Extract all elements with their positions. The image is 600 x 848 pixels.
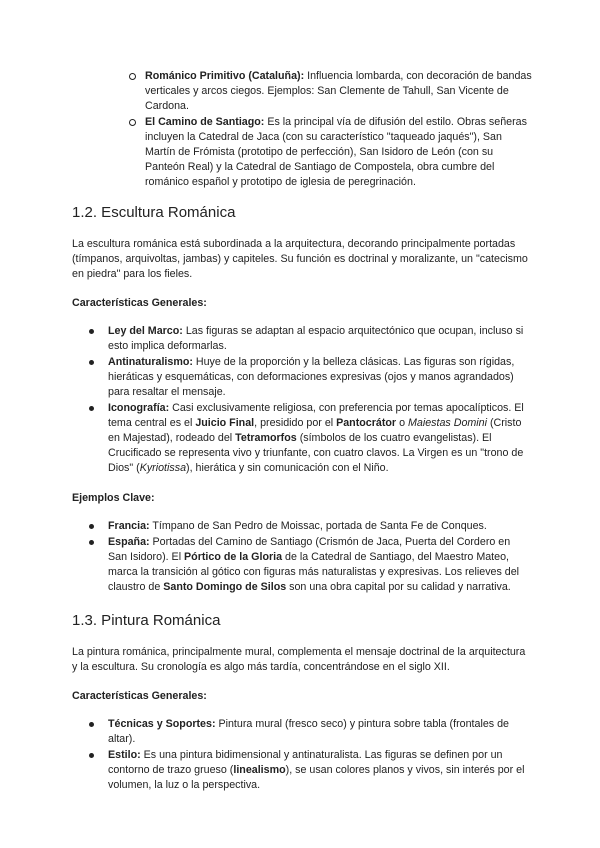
- list-item: [108, 401, 532, 476]
- bullet-icon: [89, 722, 94, 727]
- bullet-icon: [89, 329, 94, 334]
- bullet-icon: [89, 753, 94, 758]
- item-text: (Cristo en Majestad), rodeado del: [108, 417, 522, 444]
- item-label: El Camino de Santiago:: [145, 116, 265, 128]
- bold-term: Juicio Final: [195, 417, 255, 429]
- item-text: Pintura mural (fresco seco) y pintura sobre tabla (frontales de altar).: [108, 718, 509, 745]
- escultura-caracteristicas-label: Características Generales:: [72, 297, 207, 309]
- item-text: ), se usan colores planos y vivos, sin interés por el volumen, la luz o la perspectiva.: [108, 764, 525, 791]
- pintura-intro: La pintura románica, principalmente mural, complementa el mensaje doctrinal de la arquitectura y la escultura. Su cronología es algo más tardía, concentrándose en el siglo XII.: [72, 646, 526, 673]
- item-text: (símbolos de los cuatro evangelistas). El Crucificado se representa vivo y triunfante, con cuatro clavos. La Virgen es un "trono de Dios" (: [108, 432, 524, 474]
- item-text: Influencia lombarda, con decoración de bandas verticales y arcos ciegos. Ejemplos: San Clemente de Tahull, San Vicente de Cardona.: [145, 70, 532, 112]
- item-label: Iconografía:: [108, 402, 170, 414]
- item-text: Es una pintura bidimensional y antinaturalista. Las figuras se definen por un contorno de trazo grueso (: [108, 749, 503, 776]
- item-text: Huye de la proporción y la belleza clásicas. Las figuras son rígidas, hieráticas y esquemáticas, con deformaciones expresivas (ojos y manos agrandados) para resaltar el mensaje.: [108, 356, 515, 398]
- escultura-ejemplos-list: [72, 519, 532, 595]
- list-item: [145, 69, 532, 114]
- list-item: [108, 324, 532, 354]
- item-text: Tímpano de San Pedro de Moissac, portada de Santa Fe de Conques.: [149, 520, 487, 532]
- list-item: [108, 748, 532, 793]
- escultura-ejemplos-label: Ejemplos Clave:: [72, 492, 155, 504]
- pintura-caracteristicas-list: [72, 717, 532, 793]
- bullet-icon: [89, 406, 94, 411]
- hollow-bullet-icon: [129, 119, 136, 126]
- italic-term: Kyriotissa: [139, 462, 187, 474]
- bullet-icon: [89, 540, 94, 545]
- item-label: Románico Primitivo (Cataluña):: [145, 70, 305, 82]
- item-text: son una obra capital por su calidad y narrativa.: [286, 581, 511, 593]
- item-text: Las figuras se adaptan al espacio arquitectónico que ocupan, incluso si esto implica deformarlas.: [108, 325, 524, 352]
- item-label: Estilo:: [108, 749, 141, 761]
- bold-term: Pantocrátor: [336, 417, 397, 429]
- item-label: Francia:: [108, 520, 150, 532]
- bold-term: Tetramorfos: [235, 432, 297, 444]
- item-label: Ley del Marco:: [108, 325, 183, 337]
- item-text: o: [396, 417, 408, 429]
- list-item: [108, 519, 532, 534]
- item-text: Portadas del Camino de Santiago (Crismón de Jaca, Puerta del Cordero en San Isidoro). El: [108, 536, 511, 563]
- document-page: [72, 69, 532, 794]
- top-sublist: [72, 69, 532, 190]
- item-text: ), hierática y sin comunicación con el Niño.: [186, 462, 389, 474]
- list-item: [145, 115, 532, 190]
- bullet-icon: [89, 524, 94, 529]
- pintura-caracteristicas-label: Características Generales:: [72, 690, 207, 702]
- list-item: [108, 535, 532, 595]
- item-label: España:: [108, 536, 150, 548]
- bold-term: Pórtico de la Gloria: [184, 551, 283, 563]
- bold-term: Santo Domingo de Silos: [163, 581, 287, 593]
- escultura-caracteristicas-list: [72, 324, 532, 476]
- escultura-intro: La escultura románica está subordinada a la arquitectura, decorando principalmente portadas (tímpanos, arquivoltas, jambas) y capiteles. Su función es doctrinal y moralizante, un "catecismo en piedra" para los fieles.: [72, 238, 528, 280]
- bullet-icon: [89, 360, 94, 365]
- italic-term: Maiestas Domini: [407, 417, 487, 429]
- section-heading-pintura: 1.3. Pintura Románica: [72, 612, 221, 629]
- item-label: Antinaturalismo:: [108, 356, 193, 368]
- hollow-bullet-icon: [129, 73, 136, 80]
- item-text: de la Catedral de Santiago, del Maestro Mateo, marca la transición al gótico con figuras más naturalistas y expresivas. Los relieves del claustro de: [108, 551, 520, 593]
- item-text: Es la principal vía de difusión del estilo. Obras señeras incluyen la Catedral de Jaca (con su característico "taqueado jaqués"), San Martín de Frómista (prototipo de perfección), San Isidoro de León (con su Panteón Real) y la Catedral de Santiago de Compostela, obra cumbre del románico español y prototipo de iglesia de peregrinación.: [145, 116, 527, 188]
- list-item: [108, 355, 532, 400]
- bold-term: linealismo: [233, 764, 286, 776]
- list-item: [108, 717, 532, 747]
- item-label: Técnicas y Soportes:: [108, 718, 216, 730]
- item-text: , presidido por el: [254, 417, 337, 429]
- section-heading-escultura: 1.2. Escultura Románica: [72, 204, 236, 221]
- item-text: Casi exclusivamente religiosa, con preferencia por temas apocalípticos. El tema central es el: [108, 402, 524, 429]
